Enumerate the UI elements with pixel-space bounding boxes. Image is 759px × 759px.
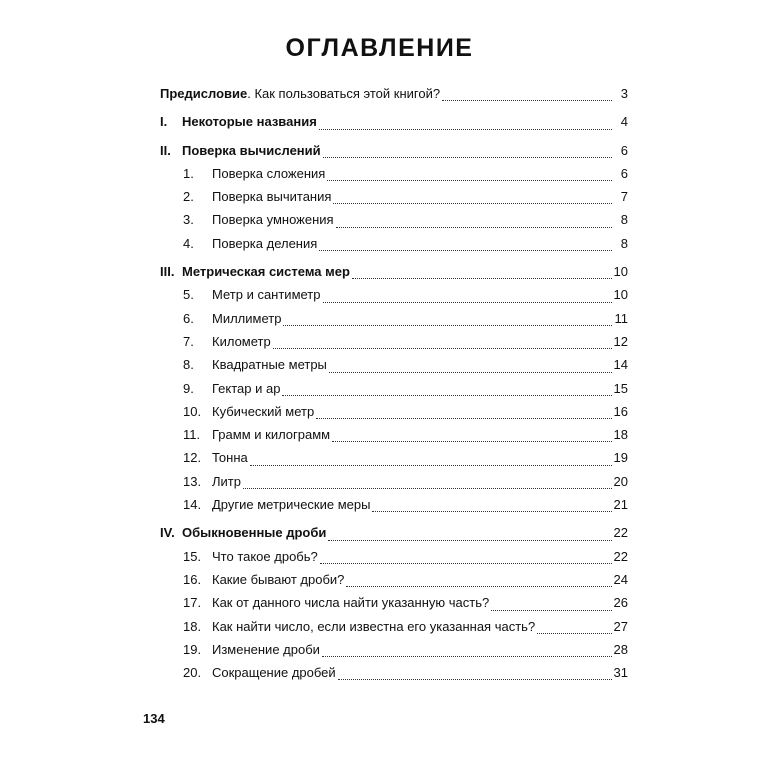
dot-leader: [319, 250, 612, 251]
toc-item-row: [160, 334, 628, 357]
toc-section-row: [160, 143, 628, 166]
toc-section-row: [160, 264, 628, 287]
dot-leader: [352, 278, 612, 279]
dot-leader: [491, 610, 611, 611]
toc-item-number: 2.: [183, 189, 194, 205]
toc-page: 22: [613, 525, 628, 541]
toc-section-number: III.: [160, 264, 175, 280]
toc-section-label: Некоторые названия: [182, 114, 317, 130]
toc-item-number: 1.: [183, 165, 194, 181]
toc-page: 14: [613, 357, 628, 373]
toc-item-row: [160, 381, 628, 404]
toc-page: 28: [613, 641, 628, 657]
toc-item-number: 11.: [183, 427, 201, 443]
toc-item-label: Поверка деления: [212, 235, 318, 251]
toc-item-label: Кубический метр: [212, 403, 315, 419]
toc-item-label: Квадратные метры: [212, 357, 327, 373]
toc-item-number: 9.: [183, 380, 194, 396]
toc-page: 18: [613, 427, 628, 443]
toc-item-row: [160, 450, 628, 473]
toc-item-row: [160, 311, 628, 334]
toc-item-number: 16.: [183, 571, 202, 587]
toc-item-number: 19.: [183, 641, 202, 657]
toc-page: 31: [613, 665, 628, 681]
dot-leader: [320, 563, 612, 564]
toc-section-number: II.: [160, 142, 171, 158]
dot-leader: [332, 441, 611, 442]
toc-item-number: 4.: [183, 235, 194, 251]
toc-section-label: Метрическая система мер: [182, 264, 350, 280]
dot-leader: [283, 325, 612, 326]
toc-item-number: 18.: [183, 618, 202, 634]
toc-row-preface: [160, 86, 628, 109]
toc-page: 15: [613, 380, 628, 396]
dot-leader: [282, 395, 611, 396]
toc-item-row: [160, 212, 628, 235]
toc-item-label: Поверка умножения: [212, 212, 334, 228]
toc-page: 6: [620, 142, 628, 158]
toc-page: 10: [613, 287, 628, 303]
toc-section-row: [160, 525, 628, 548]
dot-leader: [250, 465, 612, 466]
toc-item-label: Миллиметр: [212, 310, 282, 326]
dot-leader: [319, 129, 612, 130]
toc-item-label: Сокращение дробей: [212, 665, 336, 681]
toc-item-number: 5.: [183, 287, 194, 303]
dot-leader: [327, 180, 612, 181]
toc-label-rest: . Как пользоваться этой книгой?: [247, 86, 441, 101]
dot-leader: [333, 203, 612, 204]
toc-item-row: [160, 166, 628, 189]
toc-page: 16: [613, 403, 628, 419]
toc-page: 12: [613, 333, 628, 349]
toc-label-bold: Предисловие: [160, 86, 248, 101]
dot-leader: [323, 302, 612, 303]
toc-item-label: Поверка сложения: [212, 165, 326, 181]
toc-item-label: Какие бывают дроби?: [212, 571, 345, 587]
toc-item-row: [160, 287, 628, 310]
toc-item-label: Как найти число, если известна его указанная часть?: [212, 618, 536, 634]
dot-leader: [442, 100, 612, 101]
toc-page: 22: [613, 548, 628, 564]
toc-label: [160, 86, 440, 101]
toc-item-number: 7.: [183, 333, 194, 349]
toc-item-label: Другие метрические меры: [212, 497, 371, 513]
page-title: ОГЛАВЛЕНИЕ: [285, 34, 474, 62]
toc-item-number: 3.: [183, 212, 194, 228]
toc-item-number: 12.: [183, 450, 202, 466]
dot-leader: [336, 227, 612, 228]
toc-page: 6: [620, 165, 628, 181]
page-number: 134: [143, 711, 165, 726]
dot-leader: [372, 511, 611, 512]
toc-page: 21: [613, 497, 628, 513]
toc-section-label: Обыкновенные дроби: [182, 525, 327, 541]
toc-item-number: 17.: [183, 595, 202, 611]
toc-section-label: Поверка вычислений: [182, 142, 321, 158]
toc-item-label: Как от данного числа найти указанную часть?: [212, 595, 490, 611]
dot-leader: [328, 540, 611, 541]
dot-leader: [243, 488, 612, 489]
toc-page: 26: [613, 595, 628, 611]
toc-section-number: IV.: [160, 525, 175, 541]
dot-leader: [273, 348, 612, 349]
toc-page: 19: [613, 450, 628, 466]
toc-item-label: Грамм и килограмм: [212, 427, 331, 443]
toc-item-number: 13.: [183, 473, 202, 489]
toc-item-number: 14.: [183, 497, 202, 513]
toc-item-row: [160, 595, 628, 618]
toc-sections: [160, 114, 628, 688]
toc-item-label: Гектар и ар: [212, 380, 281, 396]
toc-item-row: [160, 474, 628, 497]
toc-item-row: [160, 642, 628, 665]
dot-leader: [323, 157, 612, 158]
toc-item-number: 10.: [183, 403, 202, 419]
toc-page: 11: [614, 310, 628, 326]
toc-page: 7: [620, 189, 628, 205]
toc-page: 8: [620, 235, 628, 251]
toc-item-row: [160, 497, 628, 520]
dot-leader: [322, 656, 612, 657]
toc-section-number: I.: [160, 114, 168, 130]
toc-item-row: [160, 619, 628, 642]
toc-page: 4: [620, 114, 628, 130]
toc-item-label: Литр: [212, 473, 241, 489]
dot-leader: [346, 586, 611, 587]
toc-item-number: 15.: [183, 548, 202, 564]
toc-item-label: Метр и сантиметр: [212, 287, 321, 303]
toc-item-label: Поверка вычитания: [212, 189, 332, 205]
toc-item-label: Что такое дробь?: [212, 548, 318, 564]
toc-item-row: [160, 357, 628, 380]
toc-section-row: [160, 114, 628, 137]
dot-leader: [338, 679, 612, 680]
toc-item-row: [160, 236, 628, 259]
toc-item-number: 20.: [183, 665, 202, 681]
toc-item-label: Километр: [212, 333, 271, 349]
dot-leader: [329, 372, 612, 373]
dot-leader: [316, 418, 611, 419]
toc-item-row: [160, 404, 628, 427]
toc-item-row: [160, 427, 628, 450]
toc-page: 3: [620, 86, 628, 101]
toc-item-label: Изменение дроби: [212, 641, 320, 657]
table-of-contents: [160, 86, 628, 688]
toc-page: 8: [620, 212, 628, 228]
toc-item-row: [160, 549, 628, 572]
toc-item-row: [160, 572, 628, 595]
toc-page: 20: [613, 473, 628, 489]
toc-item-row: [160, 665, 628, 688]
toc-page: 24: [613, 571, 628, 587]
dot-leader: [537, 633, 611, 634]
toc-item-number: 6.: [183, 310, 194, 326]
toc-item-row: [160, 189, 628, 212]
toc-page: 27: [613, 618, 628, 634]
toc-page: 10: [613, 264, 628, 280]
toc-item-number: 8.: [183, 357, 194, 373]
toc-item-label: Тонна: [212, 450, 248, 466]
